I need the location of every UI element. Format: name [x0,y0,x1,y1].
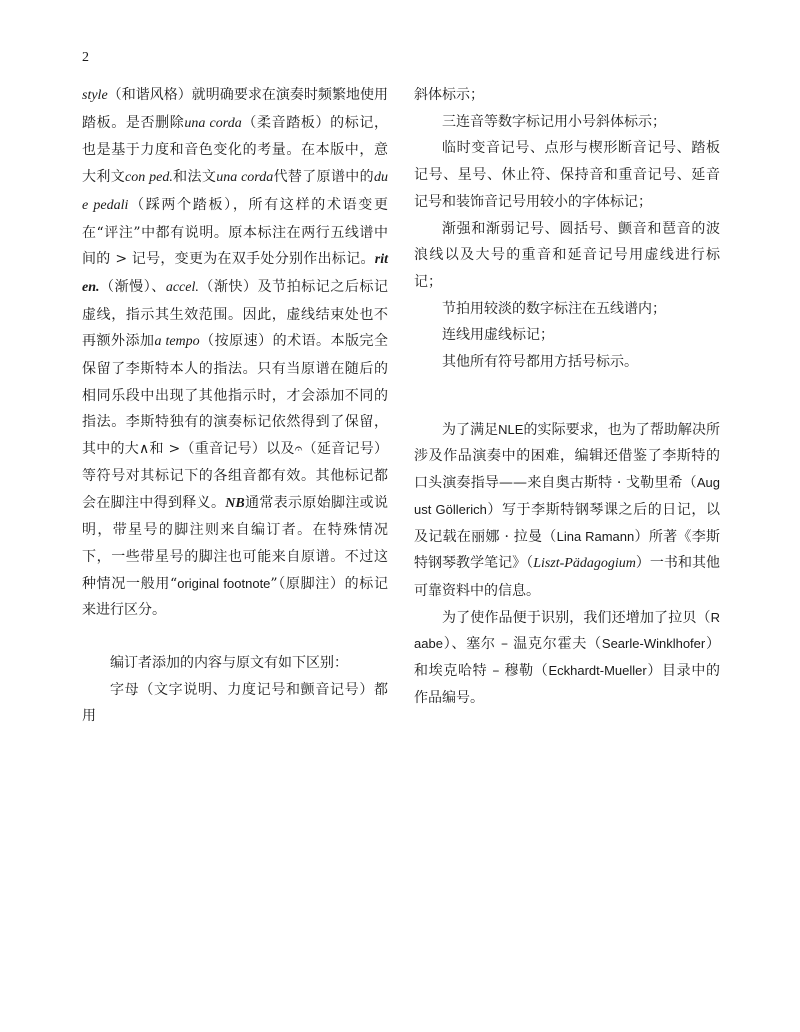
term-una-corda: una corda [184,115,242,131]
fermata-icon: 𝄐 [294,441,303,458]
page-number: 2 [82,50,89,65]
right-column [414,82,720,711]
term-riten: riten. [82,252,388,295]
letters-paragraph: 字母（文字说明、力度记号和颤音记号）都用 [82,681,388,725]
list-item: 渐强和渐弱记号、圆括号、颤音和琶音的波浪线以及大号的重音和延音记号用虚线进行标记； [414,220,720,290]
term-a-tempo: a tempo [154,334,200,350]
list-item: 斜体标示； [414,87,484,103]
term-una-corda: una corda [216,170,274,186]
term-original-footnote: original footnote [177,575,271,591]
term-due-pedali: due pedali [82,170,388,213]
left-column [82,82,388,730]
title-liszt-padagogium: Liszt-Pädagogium [533,556,636,572]
notation-paragraph: style（和谐风格）就明确要求在演奏时频繁地使用踏板。是否删除una corda（柔音踏板）的标记，也是基于力度和音色变化的考量。在本版中，意大利文con ped.和法文una corda代替了原谱中的due pedali（踩两个踏板），所有这样的术语变更在“评注”中都有说明。原本标注在两行五线谱中间的 > 记号，变更为在双手处分别作出标记。riten.（渐慢）、accel.（渐快）及节拍标记之后标记虚线，指示其生效范围。因此，虚线结束处也不再额外添加a tempo（按原速）的术语。本版完全保留了李斯特本人的指法。只有当原谱在随后的相同乐段中出现了其他指示时，才会添加不同的指法。李斯特独有的演奏标记依然得到了保留，其中的大∧和 >（重音记号）以及𝄐（延音记号）等符号对其标记下的各组音都有效。其他标记都会在脚注中得到释义。NB通常表示原始脚注或说明，带星号的脚注则来自编订者。在特殊情况下，一些带星号的脚注也可能来自原谱。不过这种情况一般用“original footnote”（原脚注）的标记来进行区分。 [82,87,389,619]
list-item: 临时变音记号、点形与楔形断音记号、踏板记号、星号、休止符、保持音和重音记号、延音记号和装饰音记号用较小的字体标记； [414,140,720,210]
list-item: 节拍用较淡的数字标注在五线谱内； [442,300,666,317]
term-style: style [82,88,108,103]
nle-paragraph: 为了满足NLE的实际要求，也为了帮助解决所涉及作品演奏中的困难，编辑还借鉴了李斯特的口头演奏指导——来自奥古斯特 · 戈勒里希（August Göllerich）写于李斯特钢琴课之后的日记，以及记载在丽娜 · 拉曼（Lina Ramann）所著《李斯特钢琴教学笔记》（Liszt-Pädagogium）一书和其他可靠资料中的信息。 [414,421,721,599]
name-august-gollerich: August Göllerich [414,475,720,517]
name-raabe: Raabe [414,609,720,652]
term-nle: NLE [498,421,524,437]
editor-differences-intro: 编订者添加的内容与原文有如下区别： [110,655,348,672]
list-item: 三连音等数字标记用小号斜体标示； [442,113,666,130]
list-item: 连线用虚线标记； [442,327,554,344]
name-eckhardt-mueller: Eckhardt-Mueller [548,663,647,679]
name-lina-ramann: Lina Ramann [556,528,635,544]
term-accel: accel. [165,279,199,295]
name-searle-winklhofer: Searle-Winklhofer [601,636,706,652]
term-con-ped: con ped. [125,170,173,186]
list-item: 其他所有符号都用方括号标示。 [442,354,638,371]
term-nb: NB [225,495,245,511]
catalog-paragraph: 为了使作品便于识别，我们还增加了拉贝（Raabe）、塞尔 – 温克尔霍夫（Searle-Winklhofer）和埃克哈特 – 穆勒（Eckhardt-Mueller）目录中的作品编号。 [414,609,721,706]
